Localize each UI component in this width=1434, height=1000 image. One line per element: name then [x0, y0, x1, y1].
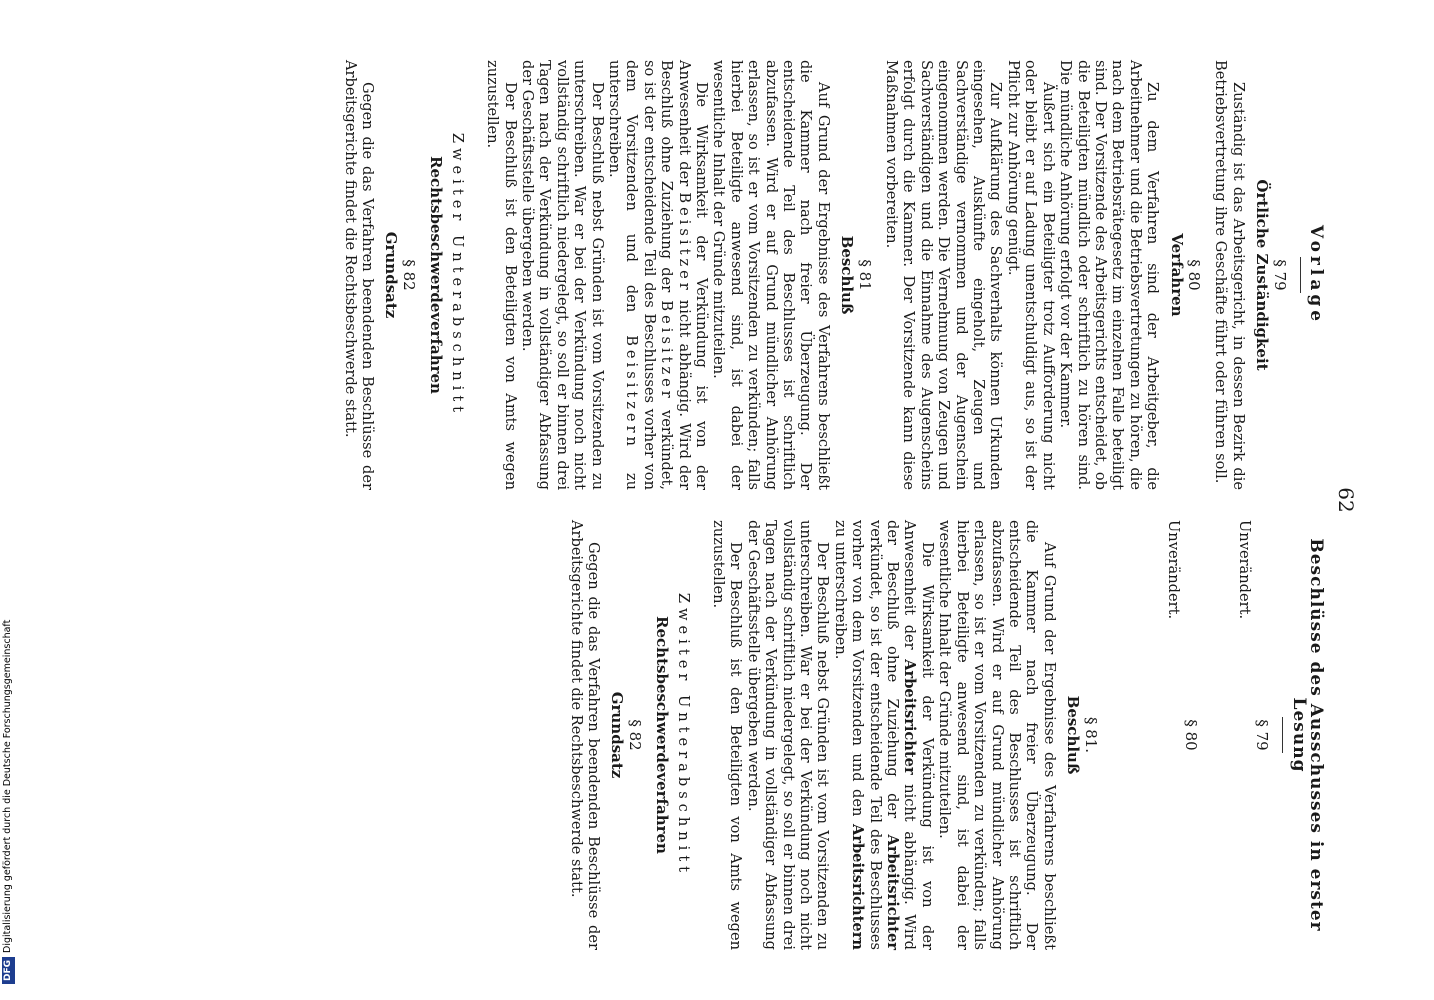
text-run: Die Wirksamkeit der Verkündung ist von der Anwesenheit der — [901, 520, 936, 950]
text-run: verkündet, so ist der entscheidende Teil des Beschlusses vorher von dem Vorsitzenden und den — [849, 520, 884, 950]
section-number: § 81 — [855, 259, 874, 291]
page-number: 62 — [1334, 487, 1358, 513]
section-text: Zuständig ist das Arbeitsgericht, in dessen Bezirk die Betriebsvertretung ihre Geschäfte führt oder führen soll. — [1212, 60, 1247, 490]
paragraph: Der Beschluß nebst Gründen ist vom Vorsitzenden zu unterschreiben. War er bei der Verkündung noch nicht vollständig schriftlich niedergelegt, so soll er binnen drei Tagen nach der Verkündung in vollständiger Abfassung der Geschäftsstelle übergeben werden. — [744, 520, 832, 950]
section-number: § 81. — [1081, 716, 1100, 754]
section-title: Beschluß — [838, 235, 857, 315]
section-title: Grundsatz — [382, 231, 401, 319]
paragraph: Auf Grund der Ergebnisse des Verfahrens beschließt die Kammer nach freier Überzeugung. Der entscheidende Teil des Beschlusses ist schriftlich abzufassen. Wird er auf Grund mündlicher Anhörung erlassen, so ist er vom Vorsitzenden zu verkünden; falls hierbei Beteiligte anwesend sind, ist dabei der wesentliche Inhalt der Gründe mitzuteilen. — [710, 60, 832, 490]
footer-text: Digitalisierung gefördert durch die Deutsche Forschungsgemeinschaft — [2, 619, 13, 953]
section-title: Beschluß — [1064, 695, 1083, 775]
paragraph — [831, 520, 935, 950]
emphasis: Arbeitsrichter — [884, 834, 902, 950]
section-text: Unverändert. — [1235, 520, 1253, 620]
section-title: Grundsatz — [608, 691, 627, 779]
paragraph: Der Beschluß ist den Beteiligten von Amts wegen zuzustellen. — [710, 520, 745, 950]
paragraph: Der Beschluß ist den Beteiligten von Amts wegen zuzustellen. — [484, 60, 519, 490]
subsection-title: Rechtsbeschwerdeverfahren — [427, 156, 446, 394]
column-heading-beschluesse: Beschlüsse des Ausschusses in erster Lesung — [1288, 538, 1326, 932]
emphasis: Beisitzer — [658, 300, 676, 402]
section-number: § 80 — [1184, 259, 1203, 291]
paragraph — [606, 60, 710, 490]
digitization-footer — [0, 0, 16, 1000]
paragraph: Auf Grund der Ergebnisse des Verfahrens beschließt die Kammer nach freier Überzeugung. Der entscheidende Teil des Beschlusses ist schriftlich abzufassen. Wird er auf Grund mündlicher Anhörung erlassen, so ist er vom Vorsitzenden zu verkünden; falls hierbei Beteiligte anwesend sind, ist dabei der wesentliche Inhalt der Gründe mitzuteilen. — [936, 520, 1058, 950]
section-number: § 79 — [1253, 719, 1272, 751]
dfg-logo: DFG — [2, 957, 15, 984]
section-title: Verfahren — [1167, 233, 1186, 317]
paragraph: Zur Aufklärung des Sachverhalts können Urkunden eingesehen, Auskünfte eingeholt, Zeugen und Sachverständige vernommen und der Augenschein eingenommen werden. Die Vernehmung von Zeugen und Sachverständigen und die Einnahme des Augenscheins erfolgt durch die Kammer. Der Vorsitzende kann diese Maßnahmen vorbereiten. — [883, 60, 1005, 490]
column-vorlage — [341, 60, 1324, 490]
section-number: § 80 — [1182, 719, 1201, 751]
text-run: nicht abhängig. Wird der Beschluß ohne Zuziehung der — [884, 520, 919, 950]
emphasis: Beisitzern — [623, 335, 641, 450]
section-number: § 82 — [625, 719, 644, 751]
paragraph: Der Beschluß nebst Gründen ist vom Vorsitzenden zu unterschreiben. War er bei der Verkündung noch nicht vollständig schriftlich niedergelegt, so soll er binnen drei Tagen nach der Verkündung in vollständiger Abfassung der Geschäftsstelle übergeben werden. — [518, 60, 606, 490]
column-heading-vorlage: Vorlage — [1306, 224, 1326, 326]
paragraph: Gegen die das Verfahren beendenden Beschlüsse der Arbeitsgerichte findet die Rechtsbeschwerde statt. — [567, 520, 602, 950]
section-number: § 79 — [1270, 259, 1289, 291]
subsection-label: Zweiter Unterabschnitt — [448, 132, 466, 418]
subsection-label: Zweiter Unterabschnitt — [674, 592, 692, 878]
emphasis: Beisitzer — [675, 192, 693, 294]
paragraph: Gegen die das Verfahren beendenden Beschlüsse der Arbeitsgerichte findet die Rechtsbeschwerde statt. — [341, 60, 377, 490]
text-run: zu unterschreiben. — [831, 520, 849, 660]
emphasis: Arbeitsrichter — [901, 659, 919, 775]
section-number: § 82 — [399, 259, 418, 291]
text-run: zu unterschreiben. — [605, 60, 641, 490]
text-run: verkündet, so ist der entscheidende Teil des Beschlusses vorher von dem Vorsitzenden und den — [623, 60, 676, 490]
heading-rule — [1282, 717, 1283, 753]
paragraph: Äußert sich ein Beteiligter trotz Aufforderung nicht oder bleibt er auf Ladung unentschuldigt aus, so ist der Pflicht zur Anhörung genügt. — [1004, 60, 1057, 490]
section-title: Örtliche Zuständigkeit — [1253, 179, 1272, 371]
text-run: nicht abhängig. Wird der Beschluß ohne Zuziehung der — [658, 60, 693, 490]
section-text: Unverändert. — [1164, 520, 1182, 620]
column-beschluesse — [567, 520, 1324, 950]
text-run: Die Wirksamkeit der Verkündung ist von der Anwesenheit der — [675, 60, 710, 490]
emphasis: Arbeitsrichtern — [849, 823, 867, 950]
paragraph: Zu dem Verfahren sind der Arbeitgeber, die Arbeitnehmer und die Betriebsvertretungen zu hören, die nach dem Betriebsrätegesetz im einzelnen Falle beteiligt sind. Der Vorsitzende des Arbeitsgerichts entscheidet, ob die Beteiligten mündlich oder schriftlich zu hören sind. Die mündliche Anhörung erfolgt vor der Kammer. — [1057, 60, 1162, 490]
subsection-title: Rechtsbeschwerdeverfahren — [653, 616, 672, 854]
heading-rule — [1300, 257, 1301, 293]
